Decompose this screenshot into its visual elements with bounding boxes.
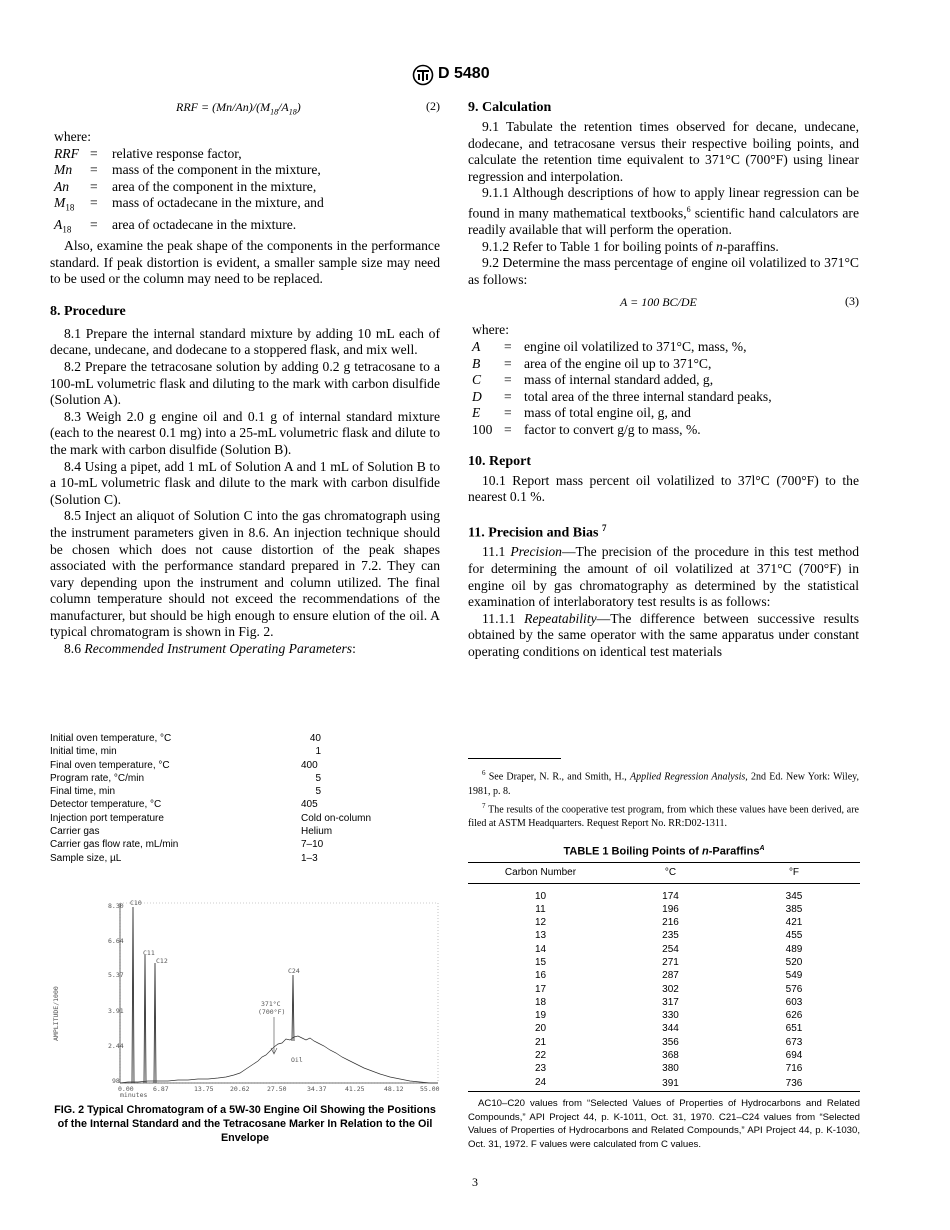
paragraph-11-1-1: 11.1.1 Repeatability—The difference between successive results obtained by the same operator with the same apparatus under constant operating conditions on identical test materials [468, 610, 859, 660]
y-tick-label: 5.37 [108, 971, 124, 979]
table-row: 18 317 603 [534, 996, 803, 1008]
paragraph-8-6: 8.6 Recommended Instrument Operating Parameters: [64, 641, 356, 657]
paragraph-11-1: 11.1 Precision—The precision of the procedure in this test method for determining the amount of oil volatilized at 371°C (700°F) in engine oil by gas chromatography as determined by the statistical examination of interlaboratory test results is as follows: [468, 544, 859, 610]
section-10-title: 10. Report [468, 453, 531, 469]
footnotes [468, 766, 859, 831]
page-header [0, 62, 950, 88]
paragraph-8-1: 8.1 Prepare the internal standard mixture by adding 10 mL each of decane, undecane, and dodecane to a stoppered flask, and mix well. [50, 325, 440, 358]
label-c10: C10 [130, 899, 142, 907]
equation-3 [468, 294, 859, 312]
parameter-row: Carrier gas Helium [50, 826, 333, 838]
definition-row: $M_{18}$ = mass of octadecane in the mixture, and [54, 195, 324, 214]
oil-envelope-trace [120, 1036, 438, 1083]
volatility-definitions [472, 339, 772, 439]
section-8-title: 8. Procedure [50, 303, 126, 319]
parameter-row: Initial time, min 1 [50, 746, 321, 758]
right-column [468, 99, 859, 661]
definition-row: C = mass of internal standard added, g, [472, 372, 714, 388]
x-tick-label: 6.87 [153, 1085, 169, 1093]
paragraph-9-1: 9.1 Tabulate the retention times observed for decane, undecane, dodecane, and tetracosane versus their respective boiling points, and calculate the retention time equivalent to 371°C (700°F) using linear regression and interpolation. [468, 119, 859, 184]
standard-id: D 5480 [438, 65, 490, 82]
x-tick-label: 27.50 [267, 1085, 287, 1093]
plot-frame [120, 903, 438, 1083]
x-tick-label: 0.00 [118, 1085, 134, 1093]
instrument-parameters [50, 732, 440, 865]
x-tick-label: 48.12 [384, 1085, 404, 1093]
y-axis-label: AMPLITUDE/1000 [52, 986, 60, 1041]
paragraph-also: Also, examine the peak shape of the components in the performance standard. If peak distortion is evident, a smaller sample size may need to be used or the column may need to be replaced. [50, 238, 440, 287]
x-tick-label: 55.00 [420, 1085, 440, 1093]
peak-c12 [154, 963, 156, 1083]
table-row: 24 391 736 [468, 1076, 860, 1092]
marker-700f: (700°F) [258, 1008, 286, 1016]
table-row: 14 254 489 [534, 943, 803, 955]
boiling-points-table [468, 862, 860, 1092]
page-number: 3 [472, 1175, 478, 1189]
y-tick-label: 2.44 [108, 1042, 124, 1050]
where-label: where: [54, 129, 91, 144]
footnote-rule [468, 758, 561, 759]
footnote-6: $^6$ See Draper, N. R., and Smith, H., Applied Regression Analysis, 2nd Ed. New York: Wiley, 1981, p. 8. [468, 769, 860, 797]
table-row: 20 344 651 [534, 1023, 803, 1035]
astm-logo-icon [412, 64, 434, 86]
definition-row: D = total area of the three internal standard peaks, [472, 388, 772, 404]
chromatogram-figure [48, 893, 443, 1098]
table-row: 15 271 520 [534, 956, 803, 968]
paragraph-9-1-1: 9.1.1 Although descriptions of how to apply linear regression can be found in many mathematical textbooks,$^6$ scientific hand calculators are readily available that will perform the operation. [468, 185, 859, 238]
table-row: 11 196 385 [535, 903, 803, 915]
x-tick-label: 41.25 [345, 1085, 365, 1093]
table-row: 13 235 455 [534, 930, 803, 942]
paragraph-9-2: 9.2 Determine the mass percentage of engine oil volatilized to 371°C as follows: [468, 255, 859, 287]
x-tick-label: 13.75 [194, 1085, 214, 1093]
x-tick-label: 34.37 [307, 1085, 327, 1093]
parameter-row: Injection port temperature Cold on-column [50, 812, 372, 824]
y-tick-label: 6.64 [108, 937, 124, 945]
table-row: 16 287 549 [534, 970, 803, 982]
x-tick-label: 20.62 [230, 1085, 250, 1093]
label-c11: C11 [143, 949, 155, 957]
section-9-title: 9. Calculation [468, 100, 552, 115]
table-row: 17 302 576 [534, 983, 803, 995]
definition-row: 100 = factor to convert g/g to mass, %. [472, 422, 701, 438]
equation-3-number: (3) [845, 294, 859, 309]
table-1-footnote-text: AC10–C20 values from “Selected Values of Properties of Hydrocarbons and Related Compounds,” API Project 44, p. K-1011, Oct. 31, 1970. C21–C24 values from “Selected Values of Properties of Hydrocarbons and Related Compounds,” API Project 44, p. K-1030, Oct. 31, 1972. F values were calculated from C values. [468, 1097, 860, 1150]
paragraph-10-1: 10.1 Report mass percent oil volatilized to 37l°C (700°F) to the nearest 0.1 %. [468, 472, 859, 505]
table-1 [468, 862, 860, 1151]
paragraph-8-2: 8.2 Prepare the tetracosane solution by adding 0.2 g tetracosane to a 100-mL volumetric flask and diluting to the mark with carbon disulfide (Solution A). [50, 358, 440, 408]
paragraph-8-4: 8.4 Using a pipet, add 1 mL of Solution A and 1 mL of Solution B to a 10-mL volumetric flask and dilute to the mark with carbon disulfide (Solution C). [50, 458, 440, 507]
definition-row: B = area of the engine oil up to 371°C, [472, 355, 712, 371]
figure-2-caption: FIG. 2 Typical Chromatogram of a 5W-30 Engine Oil Showing the Positions of the Internal Standard and the Tetracosane Marker In Relation to the Oil Envelope [54, 1104, 436, 1144]
definition-row: An = area of the component in the mixture, [54, 178, 317, 194]
table-row: 10 174 345 [534, 890, 803, 902]
y-tick-label: 8.30 [108, 902, 124, 910]
left-column [50, 99, 440, 658]
table-header-row: Carbon Number °C °F [468, 863, 860, 884]
paragraph-8-3: 8.3 Weigh 2.0 g engine oil and 0.1 g of internal standard mixture (each to the nearest 0.1 mg) into a 25-mL volumetric flask and dilute to the mark with carbon disulfide (Solution B). [50, 408, 440, 457]
where-label: where: [472, 322, 509, 338]
paragraph-8-5: 8.5 Inject an aliquot of Solution C into the gas chromatograph using the instrument parameters given in 8.6. An injection technique should be chosen which does not cause distortion of the peak shapes associated with the performance standard prepared in 7.2. They can vary depending upon the instrument and column utilized. The final column temperature should not exceed the recommendations of the manufacturer, but should be high enough to ensure elution of the oil. A typical chromatogram is shown in Fig. 2. [50, 508, 440, 640]
definition-row: Mn = mass of the component in the mixture, [54, 162, 321, 178]
parameter-row: Final time, min 5 [50, 786, 321, 798]
parameter-row: Final oven temperature, °C 400 [50, 759, 318, 771]
definition-row: RRF = relative response factor, [54, 145, 242, 161]
marker-371c: 371°C [261, 1000, 281, 1008]
equation-2 [50, 99, 440, 117]
table-body [468, 884, 860, 1092]
equation-3-text: A = 100 BC/DE [620, 295, 697, 310]
parameter-row: Program rate, °C/min 5 [50, 772, 321, 784]
label-c12: C12 [156, 957, 168, 965]
table-1-footnote [468, 1097, 860, 1151]
rrf-definitions [54, 146, 324, 238]
label-oil: Oil [291, 1056, 303, 1064]
table-row: 19 330 626 [534, 1010, 803, 1022]
definition-row: A = engine oil volatilized to 371°C, mass, %, [472, 339, 747, 355]
section-11-title: 11. Precision and Bias $^7$ [468, 522, 607, 541]
y-tick-label: 3.91 [108, 1007, 124, 1015]
parameter-row: Carrier gas flow rate, mL/min 7–10 [50, 839, 324, 851]
table-row: 12 216 421 [534, 917, 803, 929]
parameter-row: Initial oven temperature, °C 40 [50, 733, 321, 744]
footnote-7: $^7$ The results of the cooperative test program, from which these values have been derived, are filed at ASTM Headquarters. Request Report No. RR:D02-1311. [468, 801, 859, 830]
equation-2-number: (2) [426, 99, 440, 113]
peak-c24 [292, 975, 294, 1041]
peak-c10 [132, 907, 134, 1083]
table-row: 22 368 694 [534, 1050, 803, 1062]
equation-2-text: RRF = $(Mn/An)/(M_{18}/A_{18})$ [176, 100, 301, 117]
parameter-row: Detector temperature, °C 405 [50, 799, 318, 811]
definition-row: $A_{18}$ = area of octadecane in the mixture. [54, 216, 297, 235]
table-row: 21 356 673 [534, 1036, 803, 1048]
y-tick-label: 98 [112, 1077, 120, 1085]
parameter-row: Sample size, µL 1–3 [50, 852, 318, 864]
x-axis-label: minutes [120, 1091, 148, 1098]
table-1-title: TABLE 1 Boiling Points of n-Paraffins$^A$ [563, 845, 765, 858]
paragraph-9-1-2: 9.1.2 Refer to Table 1 for boiling points of n-paraffins. [482, 238, 779, 254]
table-row: 23 380 716 [534, 1063, 803, 1075]
peak-c11 [144, 955, 146, 1083]
label-c24: C24 [288, 967, 300, 975]
definition-row: E = mass of total engine oil, g, and [472, 405, 691, 421]
